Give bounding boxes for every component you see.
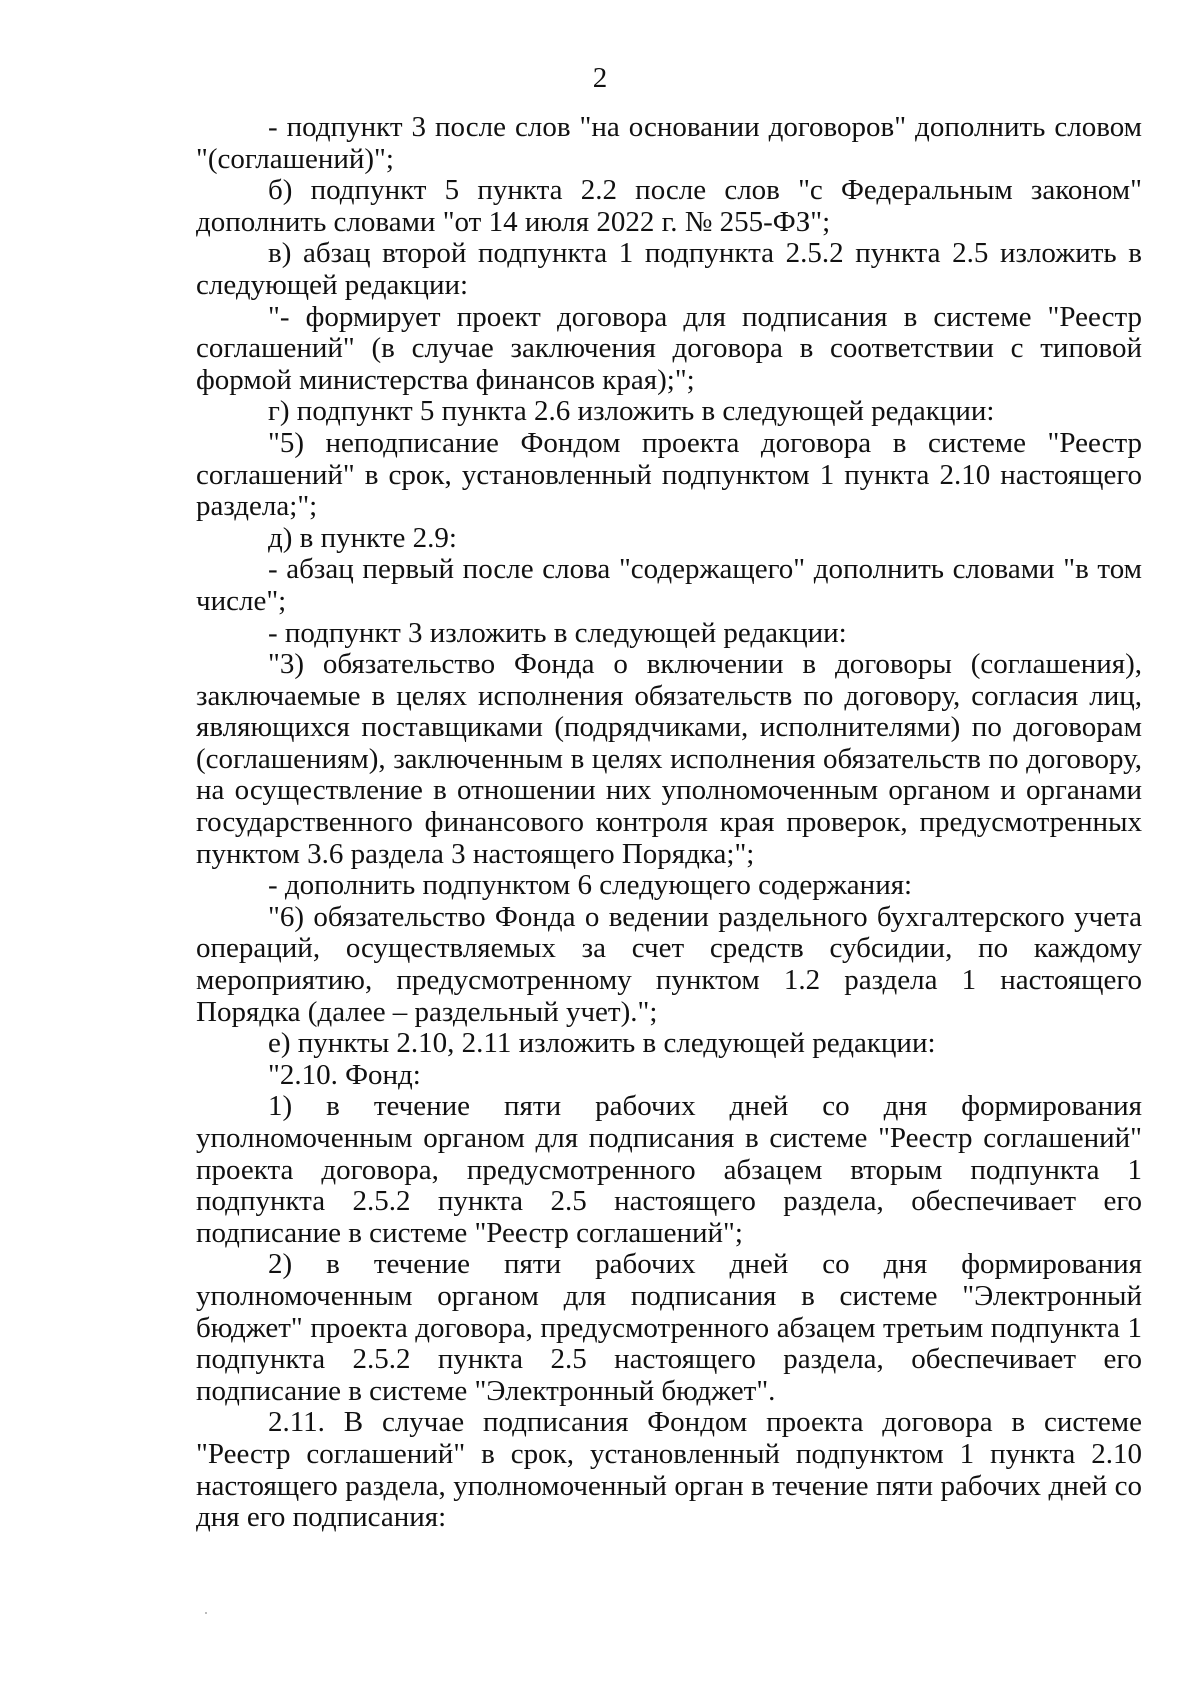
paragraph: "2.10. Фонд: xyxy=(268,1058,421,1091)
paragraph: "5) неподписание Фондом проекта договора в системе "Реестр соглашений" в срок, установленный подпунктом 1 пункта 2.10 настоящего раздела;"; xyxy=(196,426,1142,523)
paragraph: "3) обязательство Фонда о включении в договоры (соглашения), заключаемые в целях исполнения обязательств по договору, согласия лиц, являющихся поставщиками (подрядчиками, исполнителями) по договорам (соглашениям), заключенным в целях исполнения обязательств по договору, на осуществление в отношении них уполномоченным органом и органами государственного финансового контроля края проверок, предусмотренных пунктом 3.6 раздела 3 настоящего Порядка;"; xyxy=(196,648,1142,870)
paragraph: д) в пункте 2.9: xyxy=(268,521,457,554)
paragraph: - абзац первый после слова "содержащего" дополнить словами "в том числе"; xyxy=(196,553,1142,617)
page-number: 2 xyxy=(592,62,608,94)
paragraph: б) подпункт 5 пункта 2.2 после слов "с Федеральным законом" дополнить словами "от 14 июля 2022 г. № 255-ФЗ"; xyxy=(196,174,1142,238)
paragraph: в) абзац второй подпункта 1 подпункта 2.5.2 пункта 2.5 изложить в следующей редакции: xyxy=(196,237,1142,301)
paragraph: е) пункты 2.10, 2.11 изложить в следующей редакции: xyxy=(268,1027,936,1060)
document-body xyxy=(196,112,1142,1534)
paragraph: 2) в течение пяти рабочих дней со дня формирования уполномоченным органом для подписания в системе "Электронный бюджет" проекта договора, предусмотренного абзацем третьим подпункта 1 подпункта 2.5.2 пункта 2.5 настоящего раздела, обеспечивает его подписание в системе "Электронный бюджет". xyxy=(196,1248,1142,1407)
scan-speck xyxy=(205,1612,207,1614)
paragraph: г) подпункт 5 пункта 2.6 изложить в следующей редакции: xyxy=(268,395,995,428)
paragraph: 2.11. В случае подписания Фондом проекта договора в системе "Реестр соглашений" в срок, установленный подпунктом 1 пункта 2.10 настоящего раздела, уполномоченный орган в течение пяти рабочих дней со дня его подписания: xyxy=(196,1406,1142,1534)
paragraph: 1) в течение пяти рабочих дней со дня формирования уполномоченным органом для подписания в системе "Реестр соглашений" проекта договора, предусмотренного абзацем вторым подпункта 1 подпункта 2.5.2 пункта 2.5 настоящего раздела, обеспечивает его подписание в системе "Реестр соглашений"; xyxy=(196,1090,1142,1249)
paragraph: - дополнить подпунктом 6 следующего содержания: xyxy=(268,869,913,902)
paragraph: "6) обязательство Фонда о ведении раздельного бухгалтерского учета операций, осуществляемых за счет средств субсидии, по каждому мероприятию, предусмотренному пунктом 1.2 раздела 1 настоящего Порядка (далее – раздельный учет)."; xyxy=(196,900,1142,1028)
paragraph: - подпункт 3 после слов "на основании договоров" дополнить словом "(соглашений)"; xyxy=(196,111,1142,175)
paragraph: "- формирует проект договора для подписания в системе "Реестр соглашений" (в случае заключения договора в соответствии с типовой формой министерства финансов края);"; xyxy=(196,300,1142,396)
paragraph: - подпункт 3 изложить в следующей редакции: xyxy=(268,616,847,649)
